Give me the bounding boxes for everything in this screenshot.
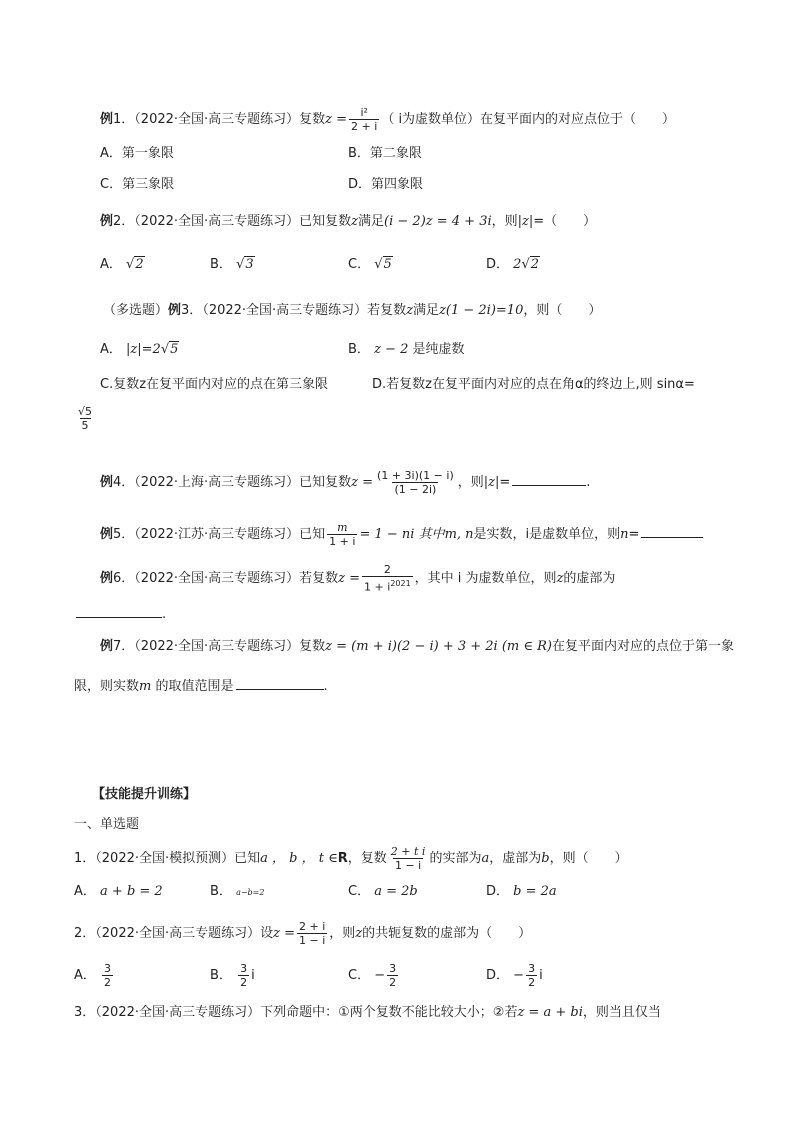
answer-blank [236, 689, 324, 690]
question-1-option-b: B． a−b=2 [210, 884, 265, 899]
example-3-question: （多选题）例3．（2022·全国·高三专题练习）若复数z满足z(1 − 2i)=10，则（ ） [103, 303, 602, 318]
question-2-option-d: D． − $\frac{3}{2}$ i [486, 962, 543, 989]
answer-blank [512, 485, 586, 486]
question-1-option-a: A． a + b = 2 [74, 884, 163, 899]
example-3-option-d: D.若复数z在复平面内对应的点在角α的终边上,则 sinα= [372, 377, 695, 392]
example-3-option-b: B． z − 2 是纯虚数 [348, 342, 465, 357]
question-2-option-a: A． $\frac{3}{2}$ [74, 962, 112, 989]
example-2-option-d: D． 2√2 [486, 257, 540, 272]
fraction: $\frac{(1 + 3i)(1 - i)}{(1 - 2i)}$ [377, 469, 454, 496]
example-2-option-b: B． √3 [210, 257, 254, 272]
question-2-option-b: B． $\frac{3}{2}$ i [210, 962, 255, 989]
example-3-option-c: C.复数z在复平面内对应的点在第三象限 [100, 377, 329, 392]
example-2-option-c: C． √5 [348, 257, 392, 272]
section-heading: 【技能提升训练】 [92, 787, 197, 802]
question-2-option-c: C． − $\frac{3}{2}$ [348, 962, 397, 989]
fraction: $\frac{2 + i}{1 - i}$ [299, 920, 326, 947]
fraction: $\frac{m}{1 + i}$ [329, 521, 356, 548]
fraction: $\frac{3}{2}$ [104, 962, 112, 989]
fraction: $\frac{\text{2 + t i}}{1 - i}$ [390, 845, 426, 872]
example-1-option-a: A．第一象限 [100, 146, 174, 161]
sqrt: √3 [236, 257, 254, 272]
example-7-question-line-2: 限，则实数m 的取值范围是 . [74, 679, 328, 694]
question-3: 3．（2022·全国·高三专题练习）下列命题中：①两个复数不能比较大小；②若z = a + bi，则当且仅当 [74, 1005, 661, 1020]
question-2: 2．（2022·全国·高三专题练习）设z = $\frac{2 + i}{1 - i}$ ，则z的共轭复数的虚部为（ ） [74, 920, 532, 947]
example-5-question: 例5．（2022·江苏·高三专题练习）已知 $\frac{m}{1 + i}$ = 1 − ni 其中m, n是实数，i是虚数单位，则n= [100, 521, 703, 548]
example-2-option-a: A． √2 [100, 257, 144, 272]
answer-blank [641, 537, 703, 538]
example-7-question: 例7．（2022·全国·高三专题练习）复数z = (m + i)(2 − i) + 3 + 2i (m ∈ R)在复平面内对应的点位于第一象 [100, 639, 735, 654]
sqrt: √2 [521, 257, 540, 272]
example-6-answer-line: . [74, 606, 166, 624]
question-1-option-c: C． a = 2b [348, 884, 418, 899]
example-3-option-d-value [74, 405, 96, 432]
example-1-option-c: C．第三象限 [100, 177, 175, 192]
example-3-option-a: A． |z|=2√5 [100, 342, 179, 357]
fraction: $\frac{2}{1 + i^{2021}}$ [364, 563, 411, 594]
example-label: 例 [100, 112, 114, 127]
answer-blank [76, 617, 162, 618]
fraction: $\frac{3}{2}$ [528, 962, 536, 989]
fraction: $\frac{\text{i²}}{2 + i}$ [351, 106, 378, 133]
example-1-option-b: B．第二象限 [348, 146, 422, 161]
example-1-question: 例1．（2022·全国·高三专题练习）复数z = $\frac{\text{i²}}{2 + i}$ （ i为虚数单位）在复平面内的对应点位于（ ） [100, 106, 676, 133]
example-6-question: 例6．（2022·全国·高三专题练习）若复数z = $\frac{2}{1 + i^{2021}}$ ，其中 i 为虚数单位，则z的虚部为 [100, 563, 616, 594]
sqrt: √2 [126, 257, 144, 272]
fraction: $\frac{3}{2}$ [389, 962, 397, 989]
example-4-question: 例4．（2022·上海·高三专题练习）已知复数z = $\frac{(1 + 3i)(1 - i)}{(1 - 2i)}$ ，则|z|= . [100, 469, 591, 496]
section-subheading: 一、单选题 [74, 817, 140, 832]
question-1-option-d: D． b = 2a [486, 884, 557, 899]
fraction: $\frac{3}{2}$ [240, 962, 248, 989]
sqrt: √5 [160, 342, 179, 357]
sqrt: √5 [374, 257, 392, 272]
example-1-option-d: D．第四象限 [348, 177, 424, 192]
example-2-question: 例2．（2022·全国·高三专题练习）已知复数z满足(i − 2)z = 4 + 3i，则|z|=（ ） [100, 214, 597, 229]
question-1: 1．（2022·全国·模拟预测）已知a ， b ， t ∈R，复数 $\frac{\text{2 + t i}}{1 - i}$ 的实部为a，虚部为b，则（ ） [74, 845, 628, 872]
fraction: $\frac{√5}{5}$ [78, 405, 93, 432]
